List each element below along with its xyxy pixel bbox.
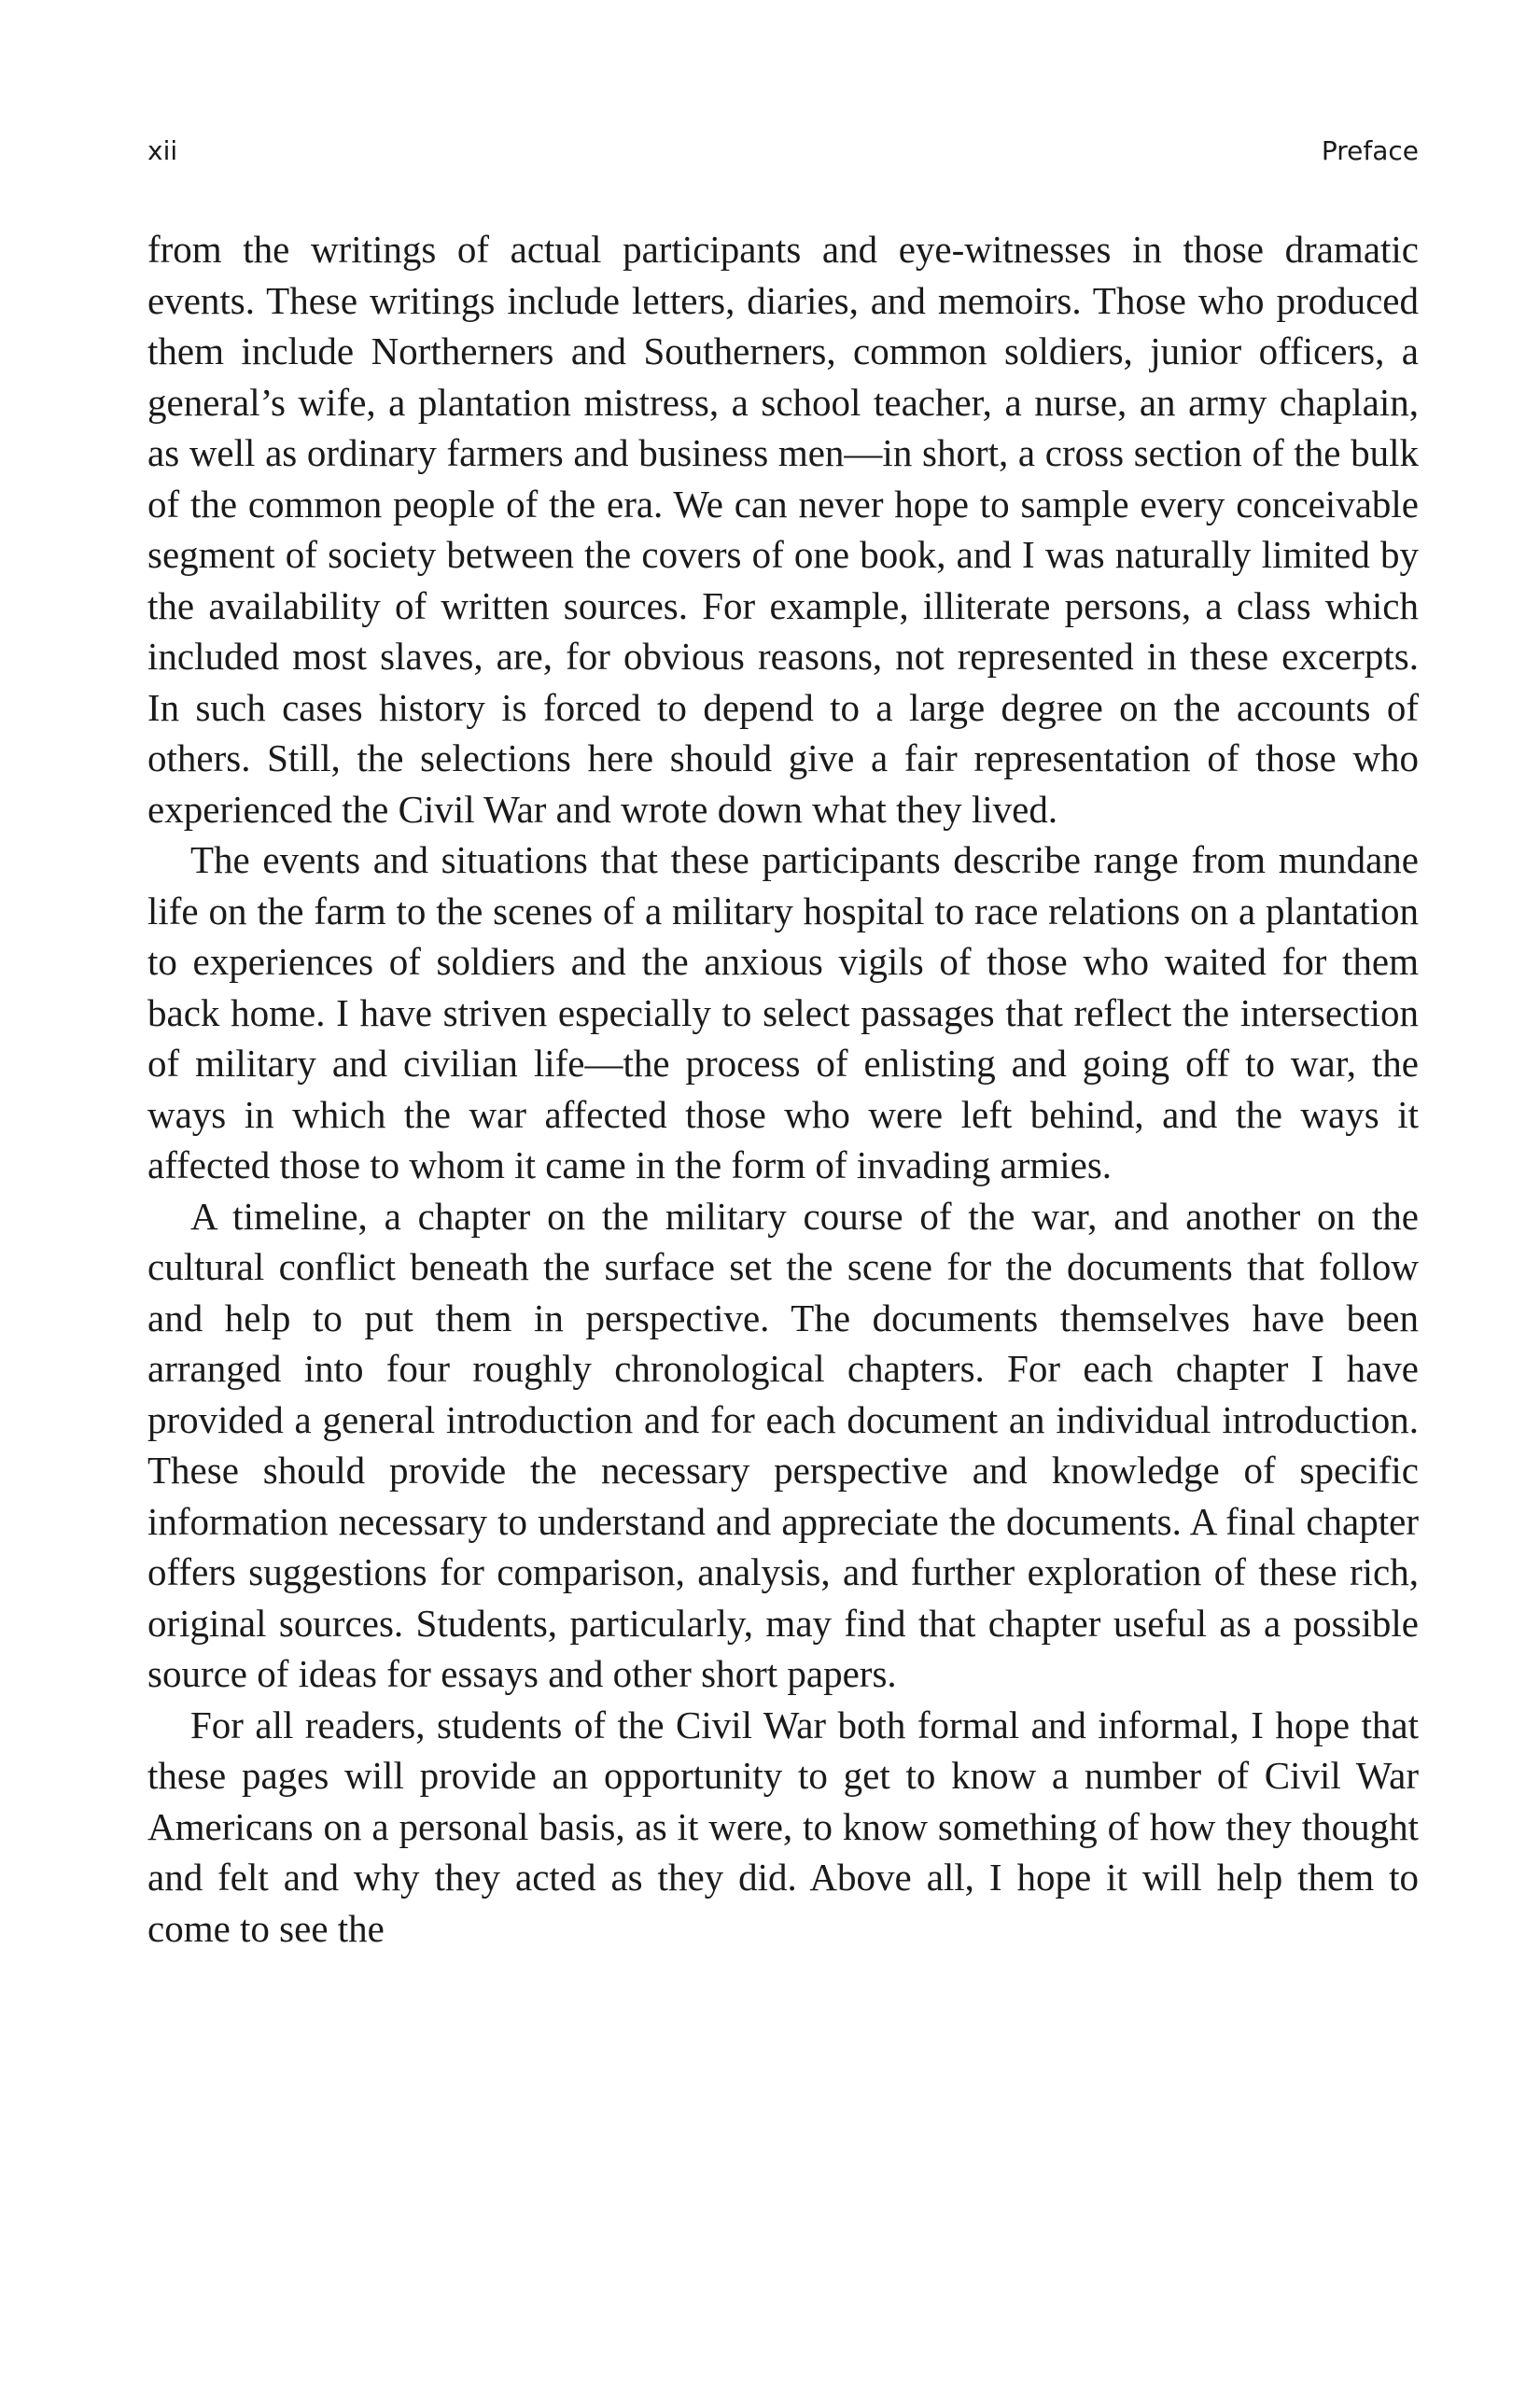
- running-head: Preface: [1321, 135, 1419, 166]
- paragraph: The events and situations that these participants describe range from mundane life on the farm to the scenes of a military hospital to race relations on a plantation to experiences of soldiers and the anxious vigils of those who waited for them back home. I have striven especially to select passages that reflect the intersection of military and civilian life—the process of enlisting and going off to war, the ways in which the war affected those who were left behind, and the ways it affected those to whom it came in the form of invading armies.: [147, 838, 1419, 1186]
- book-page: [147, 0, 1419, 2397]
- page-header: [147, 133, 1419, 170]
- body-text: [147, 224, 1419, 1954]
- page-number: xii: [147, 135, 178, 166]
- paragraph-continued: from the writings of actual participants and eye-witnesses in those dramatic events. These writings include letters, diaries, and memoirs. Those who produced them include Northerners and Southerners, common soldiers, junior officers, a general’s wife, a plantation mistress, a school teacher, a nurse, an army chaplain, as well as ordinary farmers and business men—in short, a cross section of the bulk of the common people of the era. We can never hope to sample every conceivable segment of society between the covers of one book, and I was naturally limited by the availability of written sources. For example, illiterate persons, a class which included most slaves, are, for obvious reasons, not represented in these excerpts. In such cases history is forced to depend to a large degree on the accounts of others. Still, the selections here should give a fair representation of those who experienced the Civil War and wrote down what they lived.: [147, 228, 1419, 831]
- paragraph: For all readers, students of the Civil War both formal and informal, I hope that these pages will provide an opportunity to get to know a number of Civil War Americans on a personal basis, as it were, to know something of how they thought and felt and why they acted as they did. Above all, I hope it will help them to come to see the: [147, 1703, 1419, 1950]
- paragraph: A timeline, a chapter on the military course of the war, and another on the cultural conflict beneath the surface set the scene for the documents that follow and help to put them in perspective. The documents themselves have been arranged into four roughly chronological chapters. For each chapter I have provided a general introduction and for each document an individual introduction. These should provide the necessary perspective and knowledge of specific information necessary to understand and appreciate the documents. A final chapter offers suggestions for comparison, analysis, and further exploration of these rich, original sources. Students, particularly, may find that chapter useful as a possible source of ideas for essays and other short papers.: [147, 1194, 1419, 1695]
